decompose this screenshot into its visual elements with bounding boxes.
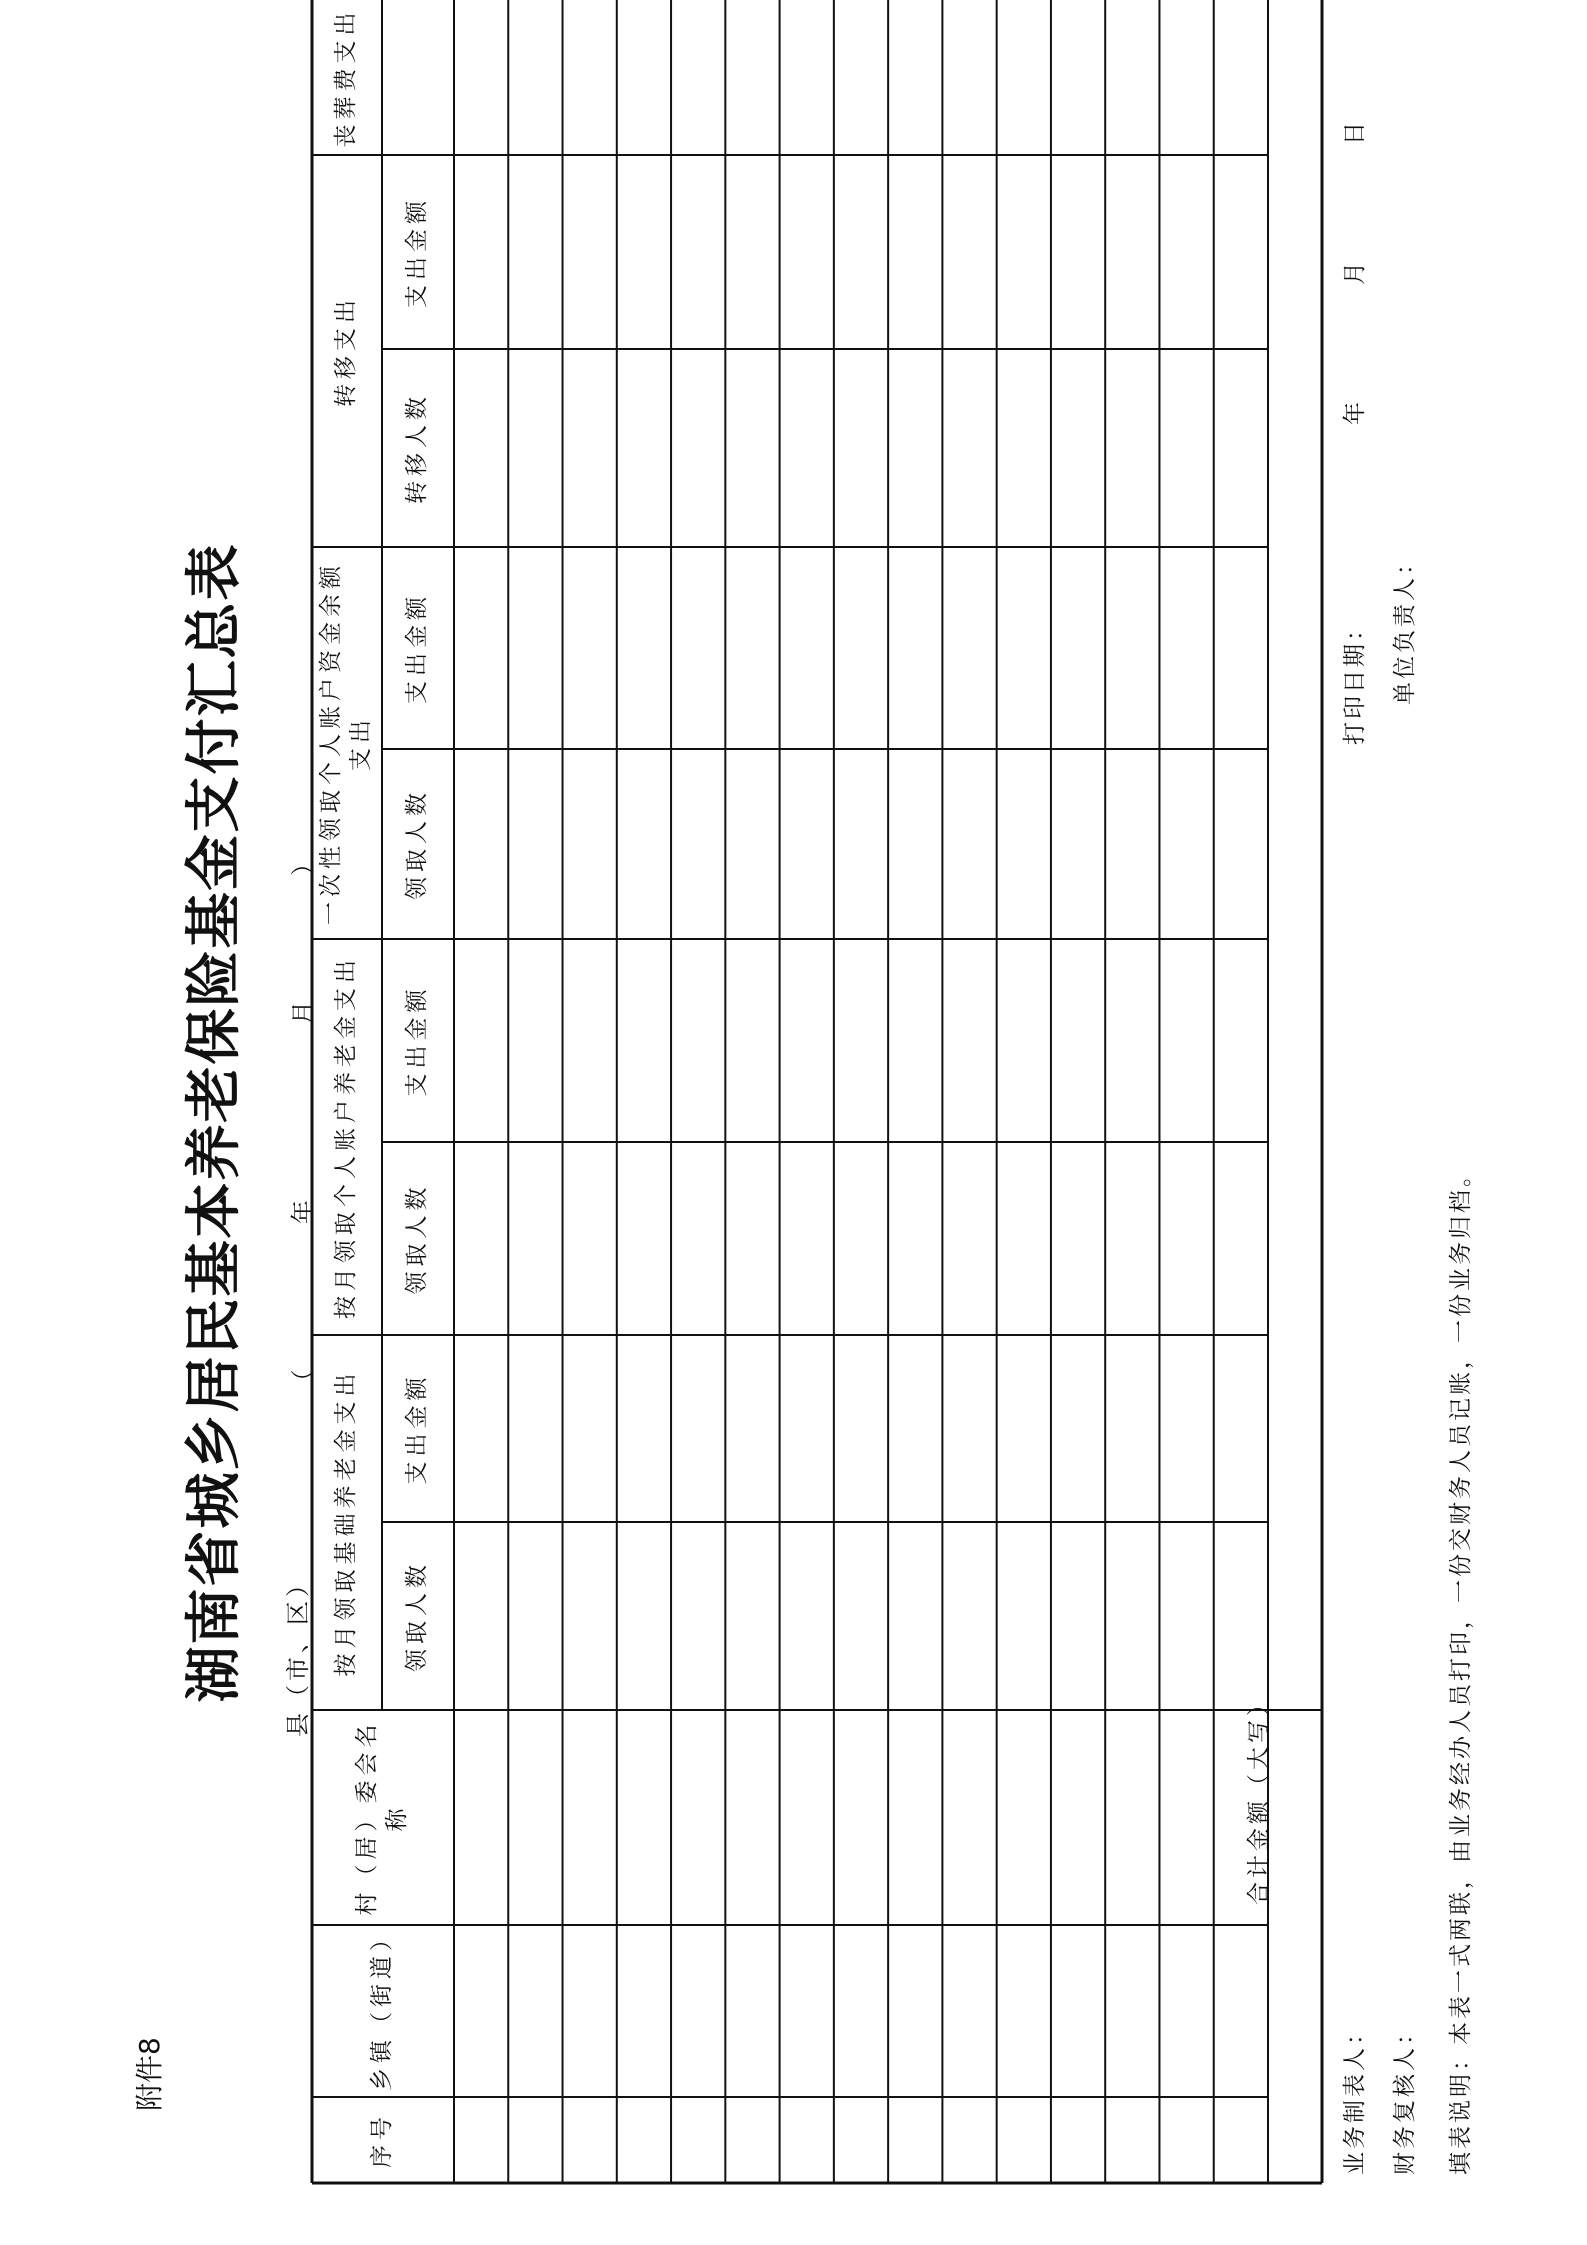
subheader-monthly-recipients: 领取人数 [404,1182,431,1295]
header-town: 乡镇（街道） [369,1923,396,2091]
subheader-lump-amount: 支出金额 [404,592,431,704]
date-month-label: 月 [1342,259,1368,285]
date-day-label: 日 [1342,119,1368,145]
subheader-basic-recipients: 领取人数 [404,1560,431,1672]
total-amount-label: 合计金额（大写） [1246,1689,1272,1905]
period-close: ） [289,851,317,876]
header-lump-sum: 一次性领取个人账户资金余额支出 [318,561,374,925]
page-title: 湖南省城乡居民基本养老保险基金支付汇总表 [181,542,247,1703]
subheader-lump-recipients: 领取人数 [404,788,431,900]
preparer-label: 业务制表人： [1342,2019,1368,2175]
header-basic-pension: 按月领取基础养老金支出 [333,1368,360,1677]
subheader-transfer-amount: 支出金额 [404,196,431,308]
attachment-label: 附件8 [133,2037,166,2111]
reviewer-label: 财务复核人： [1392,2019,1418,2175]
header-seq: 序号 [369,2112,396,2168]
subheader-basic-amount: 支出金额 [404,1372,431,1485]
subheader-transfer-count: 转移人数 [404,392,431,504]
date-year-label: 年 [1342,399,1368,425]
fill-instructions: 填表说明：本表一式两联，由业务经办人员打印，一份交财务人员记账，一份业务归档。 [1448,1161,1474,2175]
period-year: 年 [289,1200,317,1225]
county-label: 县（市、区） [284,1569,312,1737]
header-village: 村（居）委会名称 [354,1719,410,1916]
subheader-monthly-amount: 支出金额 [404,984,431,1097]
header-funeral: 丧葬费支出 [333,7,360,148]
header-transfer: 转移支出 [333,295,360,407]
header-monthly-personal: 按月领取个人账户养老金支出 [333,955,360,1319]
period-month: 月 [289,1000,317,1025]
period-open: （ [289,1369,317,1394]
unit-head-label: 单位负责人： [1392,549,1418,705]
print-date-label: 打印日期： [1342,615,1368,745]
